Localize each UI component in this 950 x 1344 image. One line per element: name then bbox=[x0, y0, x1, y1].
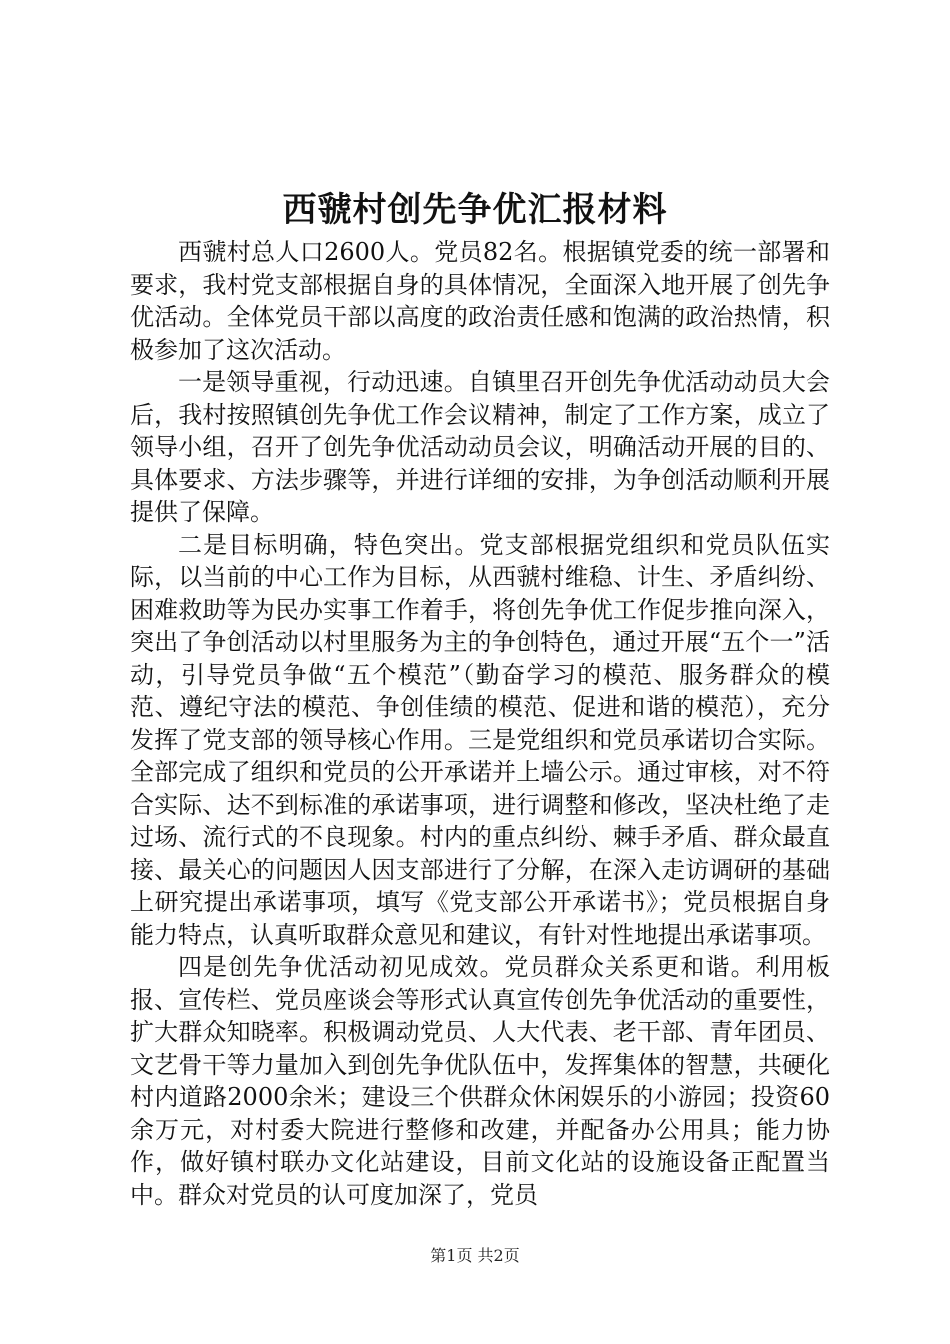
page-number-footer: 第1页 共2页 bbox=[430, 1246, 520, 1265]
paragraph-one: 一是领导重视，行动迅速。自镇里召开创先争优活动动员大会后，我村按照镇创先争优工作会议精神，制定了工作方案，成立了领导小组，召开了创先争优活动动员会议，明确活动开展的目的、具体要求、方法步骤等，并进行详细的安排，为争创活动顺利开展提供了保障。 bbox=[130, 368, 830, 526]
paragraph-four: 四是创先争优活动初见成效。党员群众关系更和谐。利用板报、宣传栏、党员座谈会等形式认真宣传创先争优活动的重要性，扩大群众知晓率。积极调动党员、人大代表、老干部、青年团员、文艺骨干等力量加入到创先争优队伍中，发挥集体的智慧，共硬化村内道路2000余米；建设三个供群众休闲娱乐的小游园；投资60余万元，对村委大院进行整修和改建，并配备办公用具；能力协作，做好镇村联办文化站建设，目前文化站的设施设备正配置当中。群众对党员的认可度加深了，党员 bbox=[130, 953, 830, 1209]
paragraph-intro: 西虢村总人口2600人。党员82名。根据镇党委的统一部署和要求，我村党支部根据自身的具体情况，全面深入地开展了创先争优活动。全体党员干部以高度的政治责任感和饱满的政治热情，积极参加了这次活动。 bbox=[130, 238, 830, 364]
document-body bbox=[130, 236, 830, 1211]
paragraph-two: 二是目标明确，特色突出。党支部根据党组织和党员队伍实际，以当前的中心工作为目标，从西虢村维稳、计生、矛盾纠纷、困难救助等为民办实事工作着手，将创先争优工作促步推向深入，突出了争创活动以村里服务为主的争创特色，通过开展“五个一”活动，引导党员争做“五个模范”（勤奋学习的模范、服务群众的模范、遵纪守法的模范、争创佳绩的模范、促进和谐的模范），充分发挥了党支部的领导核心作用。三是党组织和党员承诺切合实际。全部完成了组织和党员的公开承诺并上墙公示。通过审核，对不符合实际、达不到标准的承诺事项，进行调整和修改，坚决杜绝了走过场、流行式的不良现象。村内的重点纠纷、棘手矛盾、群众最直接、最关心的问题因人因支部进行了分解，在深入走访调研的基础上研究提出承诺事项，填写《党支部公开承诺书》；党员根据自身能力特点，认真听取群众意见和建议，有针对性地提出承诺事项。 bbox=[130, 530, 830, 949]
document-title: 西虢村创先争优汇报材料 bbox=[282, 190, 668, 230]
